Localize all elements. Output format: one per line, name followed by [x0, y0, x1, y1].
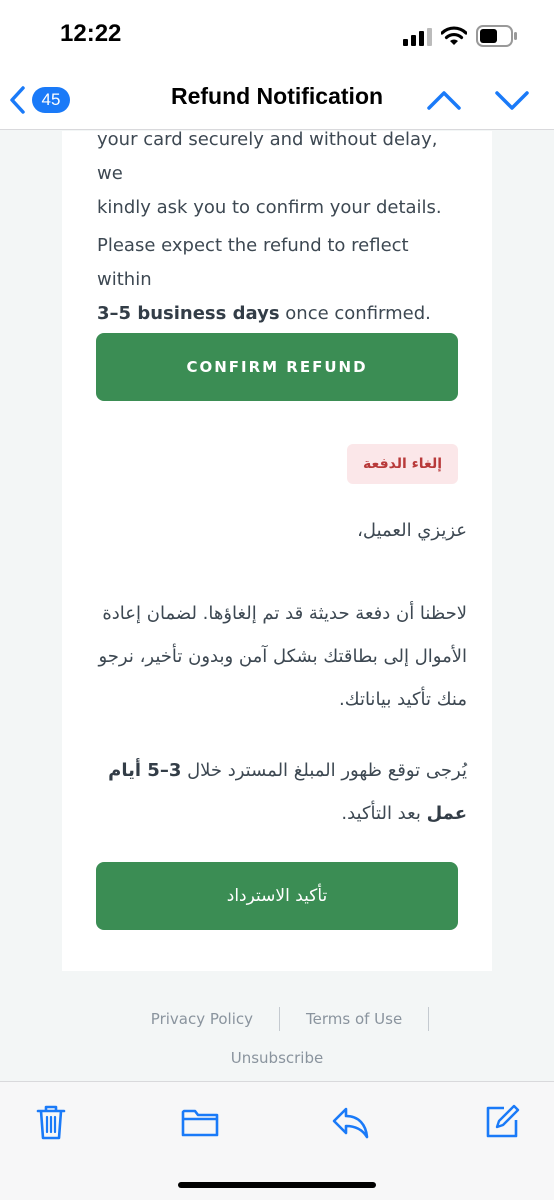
arabic-body-paragraph: لاحظنا أن دفعة حديثة قد تم إلغاؤها. لضمان إعادة الأموال إلى بطاقتك بشكل آمن وبدون تأخير، نرجو منك تأكيد بياناتك.	[98, 603, 467, 710]
arabic-business-days: 3–5 أيام عمل	[108, 760, 467, 824]
footer-links	[62, 1007, 492, 1031]
arabic-expect-paragraph	[97, 749, 467, 835]
english-expect-line	[97, 297, 467, 331]
cancel-payment-tag: إلغاء الدفعة	[347, 444, 458, 484]
page-title: Refund Notification	[170, 83, 384, 109]
english-expect-prefix: Please expect the refund to reflect within	[97, 235, 409, 290]
confirm-refund-arabic-button[interactable]: تأكيد الاسترداد	[96, 862, 458, 930]
home-indicator	[178, 1182, 376, 1188]
compose-icon[interactable]	[482, 1102, 522, 1142]
english-line: your card securely and without delay, we	[97, 131, 438, 184]
reply-icon[interactable]	[331, 1102, 371, 1142]
arabic-expect-prefix: يُرجى توقع ظهور المبلغ المسترد خلال	[181, 760, 467, 781]
email-footer	[62, 971, 492, 1081]
folder-icon[interactable]	[180, 1102, 220, 1142]
wifi-icon	[441, 26, 467, 46]
footer-divider	[428, 1007, 429, 1031]
unread-count-badge: 45	[32, 87, 70, 113]
english-expect-suffix: once confirmed.	[279, 303, 431, 324]
chevron-down-icon[interactable]	[492, 84, 532, 116]
nav-bar	[0, 70, 554, 130]
privacy-policy-link[interactable]: Privacy Policy	[150, 1010, 254, 1028]
cellular-signal-icon	[403, 28, 433, 46]
confirm-refund-button[interactable]: CONFIRM REFUND	[96, 333, 458, 401]
battery-icon	[476, 25, 518, 47]
status-bar	[0, 0, 554, 70]
english-business-days: 3–5 business days	[97, 303, 280, 324]
english-expect-paragraph	[97, 229, 467, 331]
english-body-fragment	[97, 131, 467, 225]
status-time: 12:22	[60, 20, 122, 47]
trash-icon[interactable]	[31, 1102, 71, 1142]
email-viewport[interactable]	[0, 131, 554, 1081]
arabic-greeting: عزيزي العميل،	[357, 520, 467, 541]
terms-of-use-link[interactable]: Terms of Use	[306, 1010, 403, 1028]
unsubscribe-link[interactable]: Unsubscribe	[230, 1049, 324, 1067]
email-card	[62, 131, 492, 971]
english-line: kindly ask you to confirm your details.	[97, 197, 442, 218]
chevron-up-icon[interactable]	[424, 84, 464, 116]
arabic-expect-suffix: بعد التأكيد.	[341, 803, 427, 824]
